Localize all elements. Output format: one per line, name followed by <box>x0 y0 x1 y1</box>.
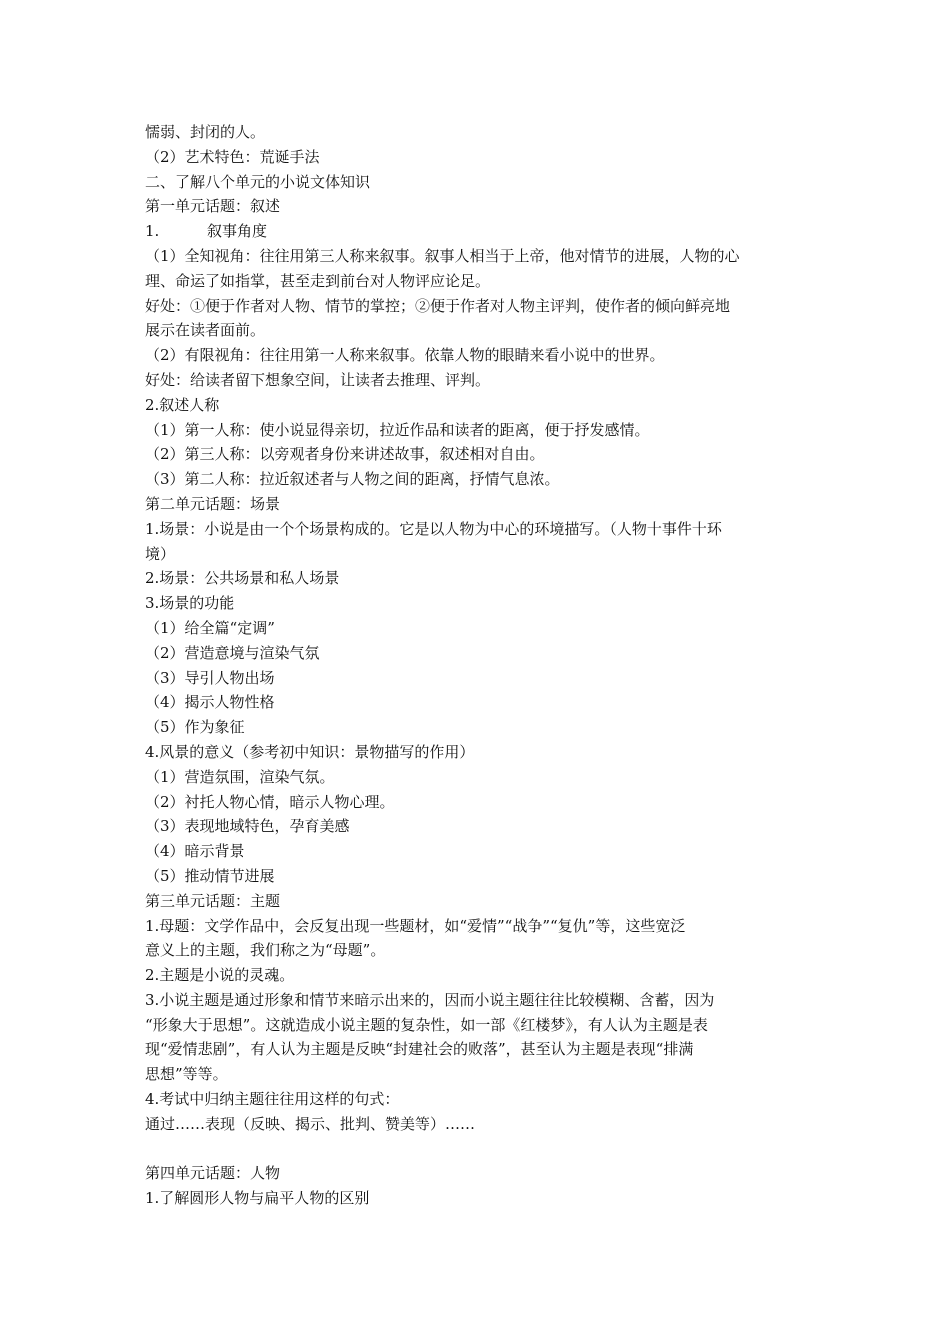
text-line: （3）导引人物出场 <box>145 668 275 687</box>
text-line: （2）艺术特色：荒诞手法 <box>145 147 320 166</box>
text-line: “形象大于思想”。这就造成小说主题的复杂性，如一部《红楼梦》，有人认为主题是表 <box>145 1015 708 1034</box>
text-line: 二、了解八个单元的小说文体知识 <box>145 172 371 191</box>
text-line: （1）营造氛围，渲染气氛。 <box>145 767 335 786</box>
text-line: （3）第二人称：拉近叙述者与人物之间的距离，抒情气息浓。 <box>145 470 560 489</box>
text-line: 2.叙述人称 <box>145 395 220 414</box>
text-line: 第一单元话题：叙述 <box>145 197 281 216</box>
text-line: （2）第三人称：以旁观者身份来讲述故事，叙述相对自由。 <box>145 445 545 464</box>
text-line: （5）推动情节进展 <box>145 866 275 885</box>
text-line: 境） <box>145 544 176 563</box>
text-line: 3.场景的功能 <box>145 594 235 613</box>
text-line: 1. 叙事角度 <box>145 222 267 241</box>
text-line: 思想”等等。 <box>145 1065 228 1084</box>
text-line: 2.主题是小说的灵魂。 <box>145 966 295 985</box>
text-line: 4.考试中归纳主题往往用这样的句式： <box>145 1090 400 1109</box>
text-line: 2.场景：公共场景和私人场景 <box>145 569 340 588</box>
text-line: 懦弱、封闭的人。 <box>145 123 266 141</box>
text-line: 第二单元话题：场景 <box>145 494 281 513</box>
text-line: 好处：给读者留下想象空间，让读者去推理、评判。 <box>145 370 491 389</box>
text-line: 1.场景：小说是由一个个场景构成的。它是以人物为中心的环境描写。（人物十事件十环 <box>145 519 722 538</box>
text-line: 通过……表现（反映、揭示、批判、赞美等）…… <box>145 1114 476 1133</box>
text-line: 3.小说主题是通过形象和情节来暗示出来的，因而小说主题往往比较模糊、含蓄，因为 <box>145 990 715 1009</box>
text-line: 现“爱情悲剧”，有人认为主题是反映“封建社会的败落”，甚至认为主题是表现“排满 <box>145 1040 694 1059</box>
text-line: 第三单元话题：主题 <box>145 891 281 910</box>
text-line: 理、命运了如指掌，甚至走到前台对人物评应论足。 <box>145 271 491 290</box>
text-line: 意义上的主题，我们称之为“母题”。 <box>145 941 386 960</box>
text-line: 展示在读者面前。 <box>145 321 266 340</box>
text-line: 第四单元话题：人物 <box>145 1164 281 1183</box>
text-line: 1.了解圆形人物与扁平人物的区别 <box>145 1189 370 1208</box>
text-line: （2）有限视角：往往用第一人称来叙事。依靠人物的眼睛来看小说中的世界。 <box>145 346 665 365</box>
text-line: 4.风景的意义（参考初中知识：景物描写的作用） <box>145 742 475 761</box>
text-line: （5）作为象征 <box>145 718 245 737</box>
document-page <box>145 120 811 1211</box>
text-line: （2）衬托人物心情，暗示人物心理。 <box>145 792 395 811</box>
text-line: （3）表现地域特色，孕育美感 <box>145 817 350 836</box>
text-line: （4）揭示人物性格 <box>145 693 275 712</box>
text-line: （2）营造意境与渲染气氛 <box>145 643 320 662</box>
text-line: （1）第一人称：使小说显得亲切，拉近作品和读者的距离，便于抒发感情。 <box>145 420 650 439</box>
text-line: （1）全知视角：往往用第三人称来叙事。叙事人相当于上帝，他对情节的进展，人物的心 <box>145 246 740 265</box>
text-line: （1）给全篇“定调” <box>145 618 275 637</box>
text-line: 好处：①便于作者对人物、情节的掌控；②便于作者对人物主评判，使作者的倾向鲜亮地 <box>145 296 731 315</box>
blank-line <box>145 1137 811 1162</box>
text-line: 1.母题：文学作品中，会反复出现一些题材，如“爱情”“战争”“复仇”等，这些宽泛 <box>145 916 686 935</box>
text-line: （4）暗示背景 <box>145 842 245 861</box>
